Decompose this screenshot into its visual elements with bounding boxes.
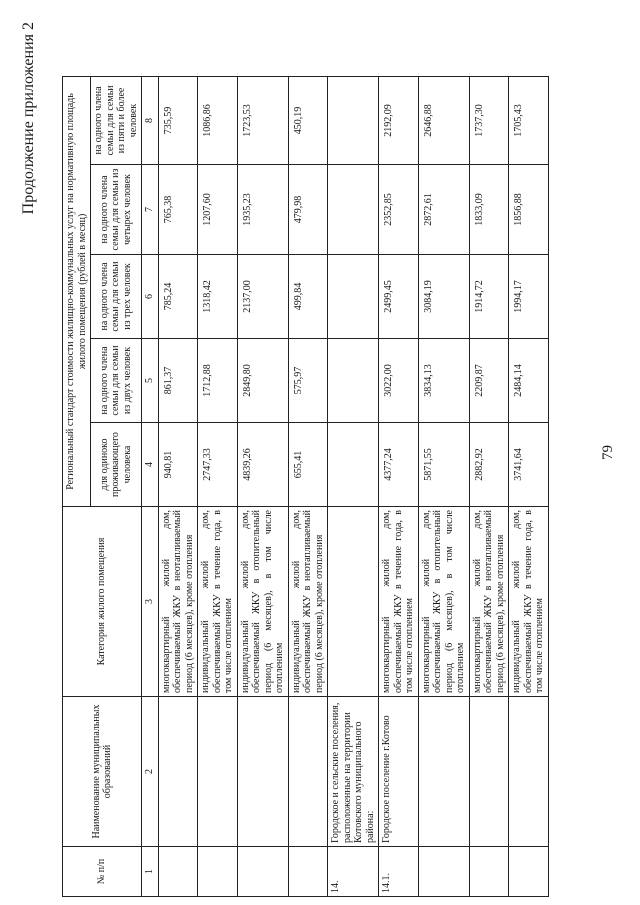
- row-municipality: [509, 697, 549, 847]
- row-value-col4: 2882,92: [469, 423, 509, 507]
- row-value-col5: 575,97: [288, 339, 328, 423]
- index-cell: 7: [142, 165, 159, 255]
- row-value-col8: 1723,53: [237, 76, 288, 164]
- row-municipality: [418, 697, 469, 847]
- row-value-col6: 785,24: [158, 255, 198, 339]
- row-value-col6: 1994,17: [509, 255, 549, 339]
- row-value-col6: 2137,00: [237, 255, 288, 339]
- row-num: [469, 847, 509, 897]
- row-value-col7: 1207,60: [198, 165, 238, 255]
- row-value-col4: 2747,33: [198, 423, 238, 507]
- row-value-col7: 1833,09: [469, 165, 509, 255]
- header-municipality: Наименование муниципальных образований: [63, 697, 142, 847]
- row-value-col5: 861,37: [158, 339, 198, 423]
- row-value-col8: [328, 76, 379, 164]
- table-row: [379, 76, 419, 896]
- row-municipality: [469, 697, 509, 847]
- header-row-1: [63, 76, 91, 896]
- header-standard-group: Региональный стандарт стоимости жилищно-коммунальных услуг на нормативную площадь жилого помещения (рублей в месяц): [63, 76, 91, 506]
- row-category: индивидуальный жилой дом, обеспечиваемый ЖКУ в течение года, в том числе отоплением: [509, 507, 549, 697]
- row-municipality: Городское и сельские поселения, расположенные на территории Котовского муниципального района:: [328, 697, 379, 847]
- index-cell: 5: [142, 339, 159, 423]
- table-row: [198, 76, 238, 896]
- header-num: № п/п: [63, 847, 142, 897]
- row-value-col5: 2849,80: [237, 339, 288, 423]
- table-row: [418, 76, 469, 896]
- header-col8: на одного члена семьи для семьи из пяти и более человек: [91, 76, 142, 164]
- row-value-col4: 3741,64: [509, 423, 549, 507]
- row-value-col8: 735,59: [158, 76, 198, 164]
- row-category: индивидуальный жилой дом, обеспечиваемый ЖКУ в неотапливаемый период (6 месяцев), кроме отопления: [288, 507, 328, 697]
- row-num: [198, 847, 238, 897]
- table-row: [469, 76, 509, 896]
- page-number: 79: [600, 445, 616, 460]
- header-col5: на одного члена семьи для семьи из двух человек: [91, 339, 142, 423]
- row-category: многоквартирный жилой дом, обеспечиваемый ЖКУ в отопительный период (6 месяцев), в том числе отоплением: [418, 507, 469, 697]
- row-value-col8: 450,19: [288, 76, 328, 164]
- row-municipality: [158, 697, 198, 847]
- header-col4: для одиноко проживающего человека: [91, 423, 142, 507]
- row-category: многоквартирный жилой дом, обеспечиваемый ЖКУ в течение года, в том числе отоплением: [379, 507, 419, 697]
- index-cell: 4: [142, 423, 159, 507]
- row-value-col4: 4377,24: [379, 423, 419, 507]
- index-row: [142, 76, 159, 896]
- row-category: многоквартирный жилой дом, обеспечиваемый ЖКУ в неотапливаемый период (6 месяцев), кроме отопления: [469, 507, 509, 697]
- table-row-section: [328, 76, 379, 896]
- table-row: [237, 76, 288, 896]
- row-num: [158, 847, 198, 897]
- row-category: индивидуальный жилой дом, обеспечиваемый ЖКУ в течение года, в том числе отоплением: [198, 507, 238, 697]
- appendix-title: Продолжение приложения 2: [20, 22, 37, 215]
- row-value-col6: 2499,45: [379, 255, 419, 339]
- row-value-col7: 1856,88: [509, 165, 549, 255]
- row-value-col5: [328, 339, 379, 423]
- row-category: индивидуальный жилой дом, обеспечиваемый ЖКУ в отопительный период (6 месяцев), в том числе отоплением: [237, 507, 288, 697]
- row-value-col7: 479,98: [288, 165, 328, 255]
- row-value-col6: [328, 255, 379, 339]
- row-municipality: [288, 697, 328, 847]
- header-category: Категория жилого помещения: [63, 507, 142, 697]
- row-value-col8: 2646,88: [418, 76, 469, 164]
- row-value-col4: [328, 423, 379, 507]
- row-municipality: Городское поселение г.Котово: [379, 697, 419, 847]
- index-cell: 6: [142, 255, 159, 339]
- row-value-col7: 1935,23: [237, 165, 288, 255]
- row-value-col5: 3022,00: [379, 339, 419, 423]
- row-value-col7: 2352,85: [379, 165, 419, 255]
- row-value-col6: 1914,72: [469, 255, 509, 339]
- header-col6: на одного члена семьи для семьи из трех человек: [91, 255, 142, 339]
- row-municipality: [198, 697, 238, 847]
- table-row: [509, 76, 549, 896]
- row-category: [328, 507, 379, 697]
- row-value-col4: 940,81: [158, 423, 198, 507]
- row-value-col7: [328, 165, 379, 255]
- row-num: [237, 847, 288, 897]
- row-num: [509, 847, 549, 897]
- row-value-col6: 3084,19: [418, 255, 469, 339]
- row-value-col4: 4839,26: [237, 423, 288, 507]
- row-num: [288, 847, 328, 897]
- row-value-col4: 5871,55: [418, 423, 469, 507]
- row-value-col4: 655,41: [288, 423, 328, 507]
- index-cell: 3: [142, 507, 159, 697]
- row-value-col5: 2484,14: [509, 339, 549, 423]
- row-value-col5: 1712,88: [198, 339, 238, 423]
- row-value-col8: 1705,43: [509, 76, 549, 164]
- row-num: [418, 847, 469, 897]
- row-category: многоквартирный жилой дом, обеспечиваемый ЖКУ в неотапливаемый период (6 месяцев), кроме отопления: [158, 507, 198, 697]
- row-value-col7: 765,38: [158, 165, 198, 255]
- row-num: 14.: [328, 847, 379, 897]
- row-value-col6: 499,84: [288, 255, 328, 339]
- table-row: [288, 76, 328, 896]
- index-cell: 2: [142, 697, 159, 847]
- row-municipality: [237, 697, 288, 847]
- row-value-col5: 3834,13: [418, 339, 469, 423]
- row-num: 14.1.: [379, 847, 419, 897]
- table-row: [158, 76, 198, 896]
- index-cell: 1: [142, 847, 159, 897]
- tariff-table: [62, 76, 549, 897]
- row-value-col7: 2872,61: [418, 165, 469, 255]
- header-col7: на одного члена семьи для семьи из четырех человек: [91, 165, 142, 255]
- row-value-col8: 2192,09: [379, 76, 419, 164]
- index-cell: 8: [142, 76, 159, 164]
- row-value-col6: 1318,42: [198, 255, 238, 339]
- row-value-col8: 1737,30: [469, 76, 509, 164]
- row-value-col5: 2209,87: [469, 339, 509, 423]
- row-value-col8: 1086,86: [198, 76, 238, 164]
